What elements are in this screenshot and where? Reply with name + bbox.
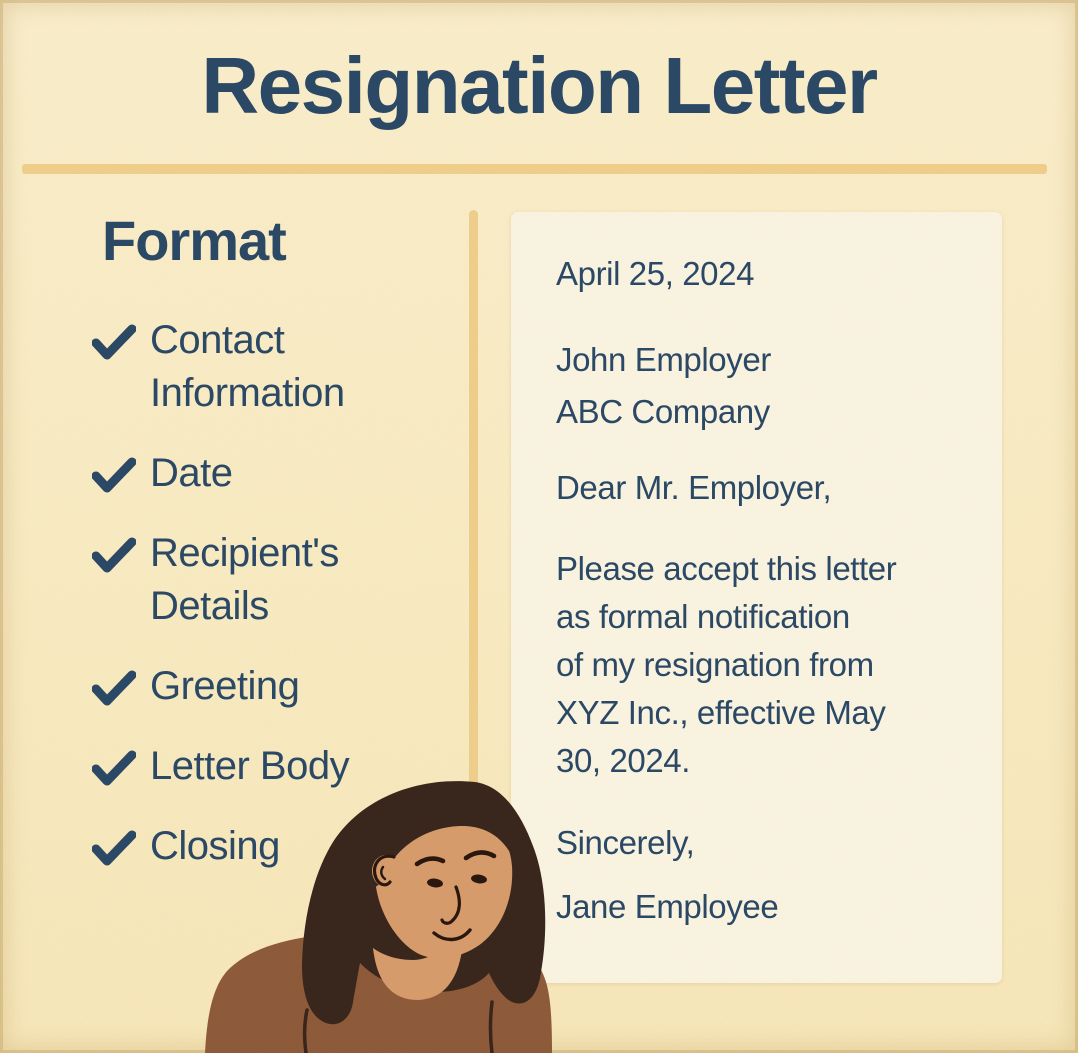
sweater-crease [491, 1002, 493, 1053]
check-icon [92, 830, 136, 866]
list-item [92, 314, 462, 420]
list-item [92, 447, 462, 500]
sample-letter-panel [511, 212, 1002, 983]
letter-body-line: as formal notification [556, 597, 850, 635]
letter-body-line: 30, 2024. [556, 741, 691, 779]
woman-illustration [195, 770, 560, 1053]
list-item-label: Letter Body [150, 744, 350, 788]
letter-date: April 25, 2024 [556, 255, 755, 292]
check-icon [92, 537, 136, 573]
check-icon [92, 750, 136, 786]
format-heading: Format [102, 209, 286, 272]
list-item [92, 660, 462, 713]
check-icon [92, 670, 136, 706]
letter-closing: Sincerely, [556, 823, 695, 861]
list-item-label: Greeting [150, 664, 300, 708]
list-item-label: Date [150, 451, 233, 495]
letter-body-line: of my resignation from [556, 645, 874, 683]
list-item [92, 527, 462, 633]
check-icon [92, 457, 136, 493]
list-item-label: Recipient's Details [150, 531, 339, 628]
letter-body [556, 545, 968, 785]
letter-signature: Jane Employee [556, 887, 779, 925]
recipient-company: ABC Company [556, 393, 770, 431]
page-title: Resignation Letter [201, 41, 877, 130]
ear [372, 855, 400, 887]
letter-body-line: XYZ Inc., effective May [556, 693, 886, 731]
letter-body-line: Please accept this letter [556, 549, 897, 587]
list-item-label: Closing [150, 824, 280, 868]
letter-greeting: Dear Mr. Employer, [556, 469, 832, 507]
horizontal-divider [22, 164, 1047, 174]
check-icon [92, 324, 136, 360]
letter-recipient [556, 334, 968, 438]
recipient-name: John Employer [556, 341, 771, 379]
list-item-label: Contact Information [150, 318, 345, 415]
